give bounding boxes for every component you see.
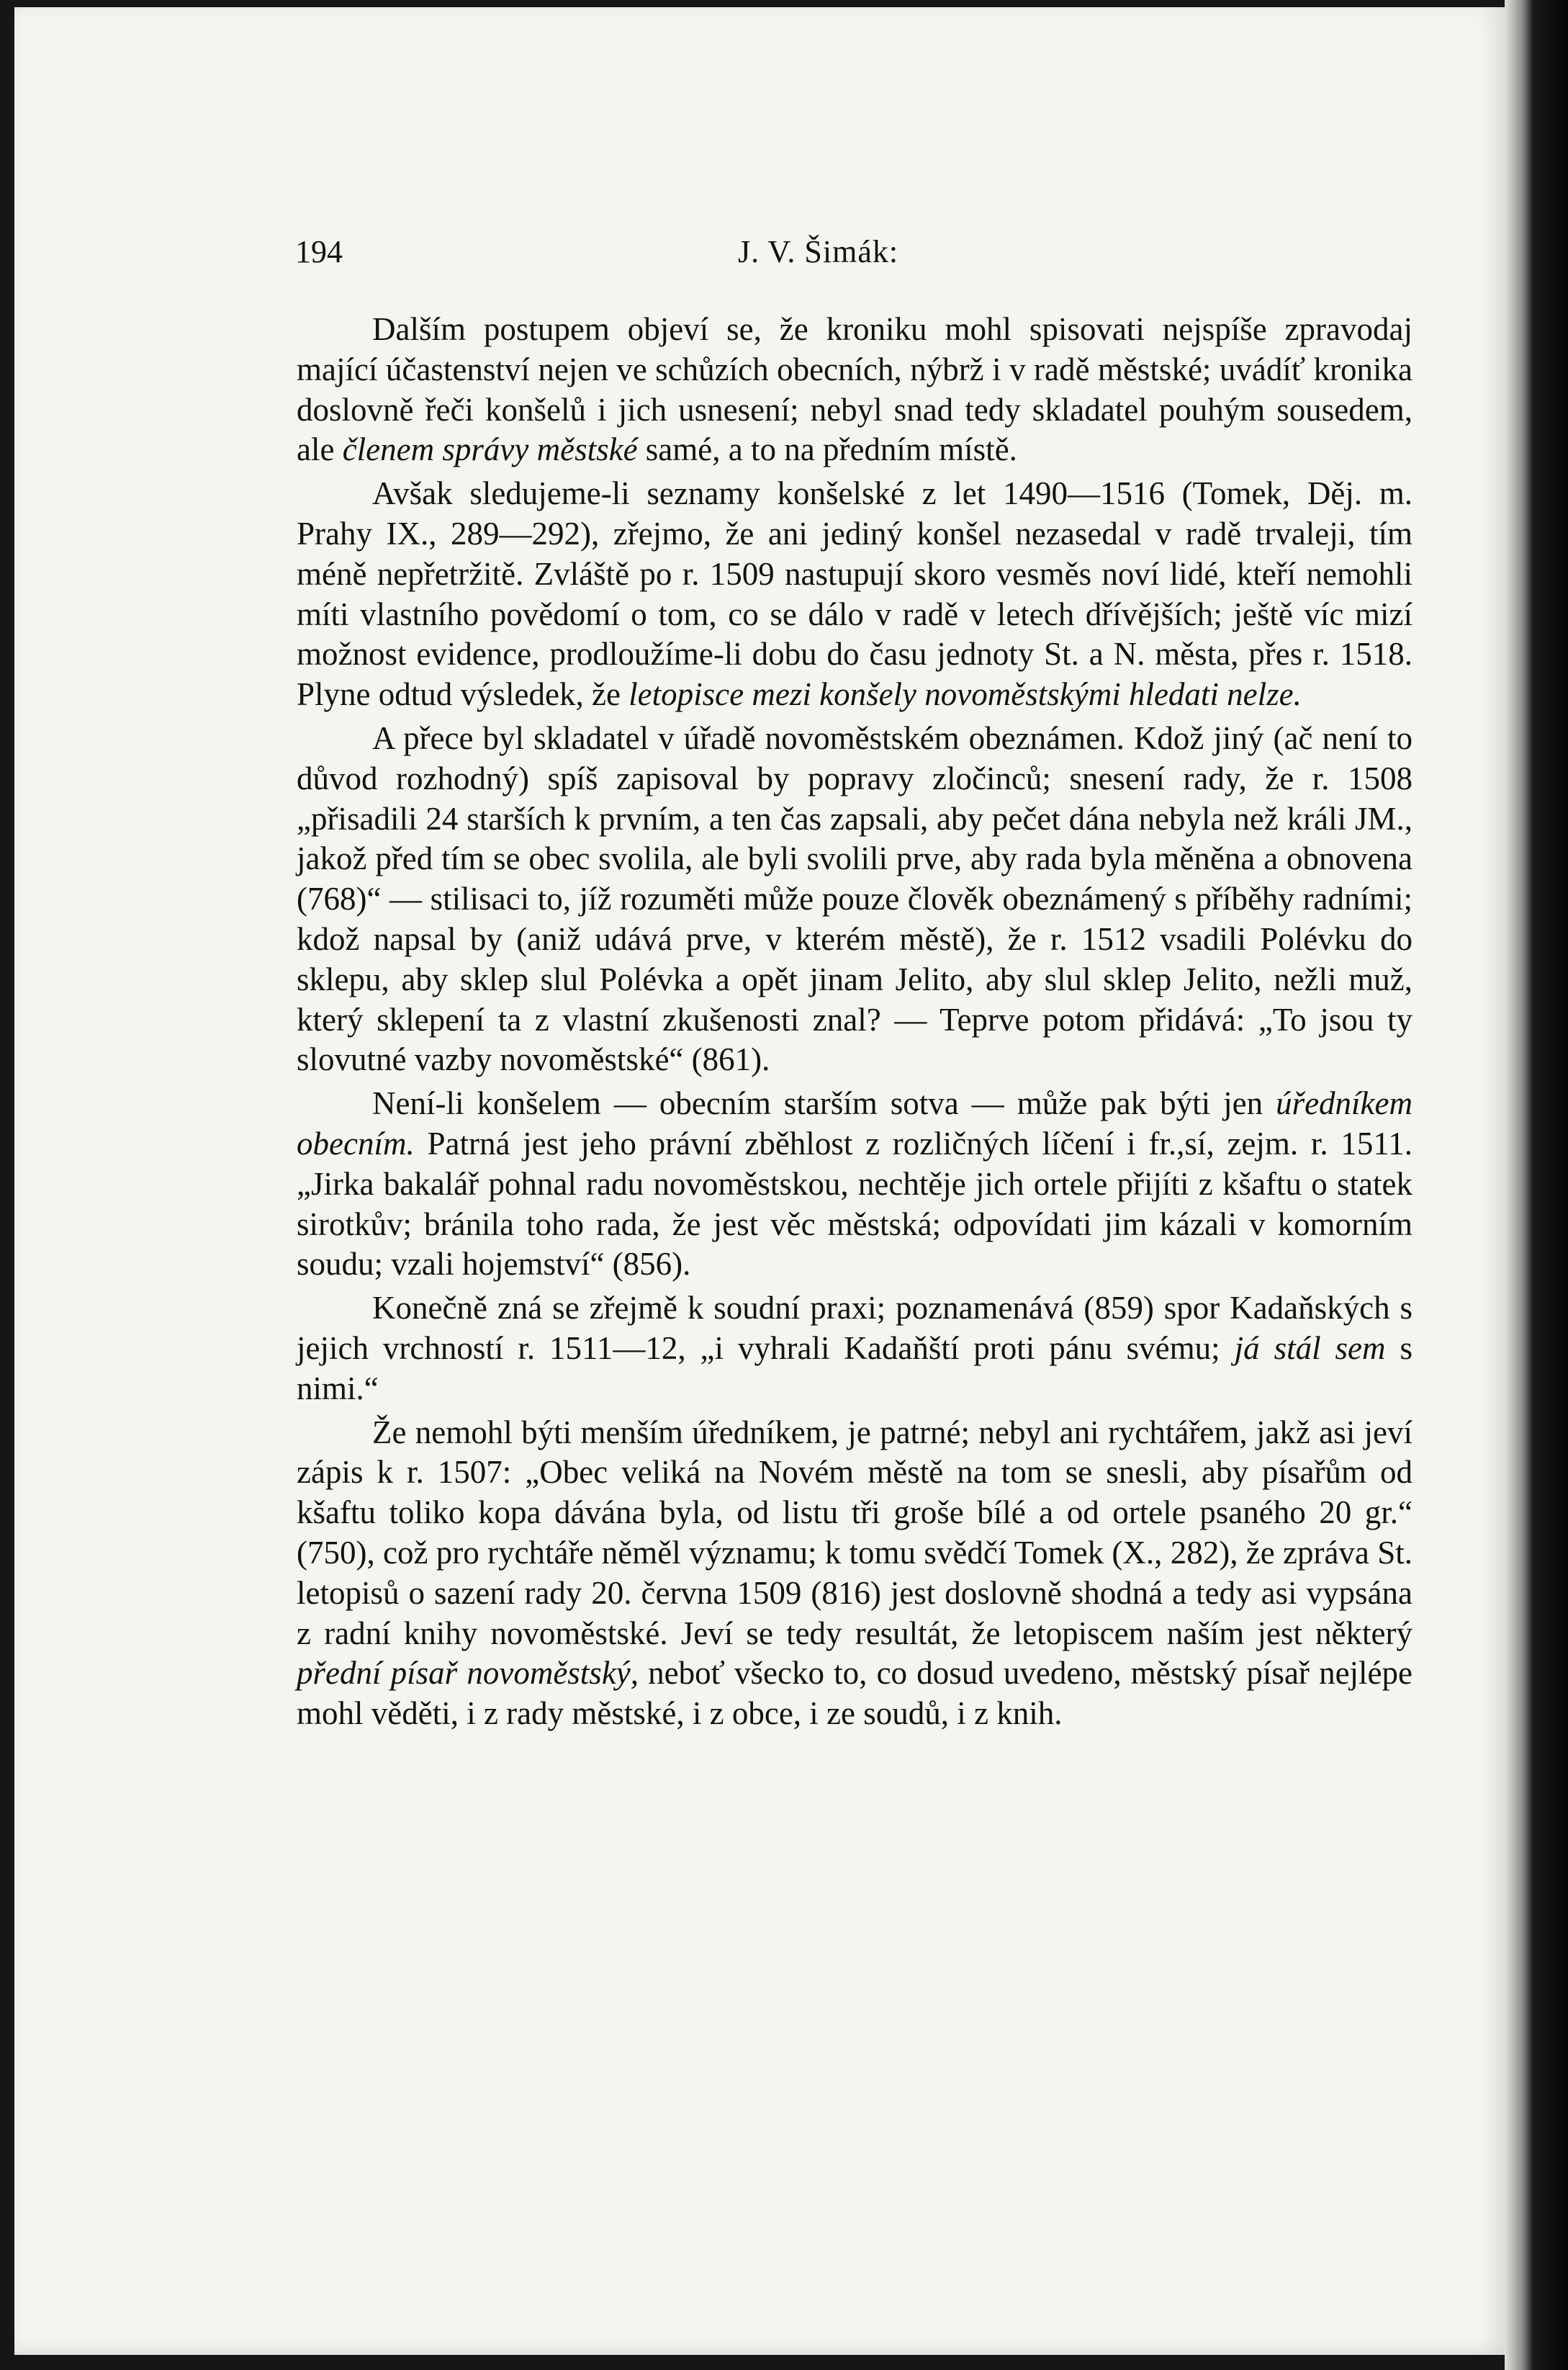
page-header [295,223,1411,281]
paragraph-6-emphasis: přední písař novoměstský, [297,1655,639,1692]
paragraph-1-text-after: samé, a to na předním místě. [637,431,1017,468]
paragraph-5 [297,1288,1412,1409]
paragraph-2-emphasis: letopisce mezi konšely novoměstskými hledati nelze. [628,676,1302,713]
paragraph-4-text-before: Není-li konšelem — obecním starším sotva — může pak býti jen [372,1085,1276,1122]
paragraph-6-text-before: Že nemohl býti menším úředníkem, je patrné; nebyl ani rychtářem, jakž asi jeví zápis k r. 1507: „Obec veliká na Novém městě na tom se snesli, aby písařům od kšaftu toliko kopa dávána byla, od listu tři groše bílé a od ortele psaného 20 gr.“ (750), což pro rychtáře něměl významu; k tomu svědčí Tomek (X., 282), že zpráva St. letopisů o sazení rady 20. června 1509 (816) jest doslovně shodná a tedy asi vypsána z radní knihy novoměstské. Jeví se tedy resultát, že letopiscem naším jest některý [297,1414,1412,1651]
paragraph-4-emphasis: úředníkem obecním. [297,1085,1412,1162]
paragraph-5-text-before: Konečně zná se zřejmě k soudní praxi; poznamenává (859) spor Kadaňských s jejich vrchností r. 1511—12, „i vyhrali Kadaňští proti pánu svému; [297,1290,1412,1366]
paragraph-1-emphasis: členem správy městské [342,431,638,468]
main-text [297,310,1412,1734]
paragraph-6 [297,1413,1412,1734]
paragraph-6-text-after: neboť všecko to, co dosud uvedeno, městský písař nejlépe mohl věděti, i z rady městské, i z obce, i ze soudů, i z knih. [297,1655,1412,1732]
paragraph-1-text-before: Dalším postupem objeví se, že kroniku mohl spisovati nejspíše zpravodaj mající účastenství nejen ve schůzích obecních, nýbrž i v radě městské; uvádíť kronika doslovně řeči konšelů i jich usnesení; nebyl snad tedy skladatel pouhým sousedem, ale [297,311,1412,468]
paragraph-3-text-before: A přece byl skladatel v úřadě novoměstském obeznámen. Kdož jiný (ač není to důvod rozhodný) spíš zapisoval by popravy zločinců; snesení rady, že r. 1508 „přisadili 24 starších k prvním, a ten čas zapsali, aby pečet dána nebyla než králi JM., jakož před tím se obec svolila, ale byli svolili prve, aby rada byla měněna a obnovena (768)“ — stilisaci to, jíž rozuměti může pouze člověk obeznámený s příběhy radními; kdož napsal by (aniž udává prve, v kterém městě), že r. 1512 vsadili Polévku do sklepu, aby sklep slul Polévka a opět jinam Jelito, aby slul sklep Jelito, nežli muž, který sklepení ta z vlastní zkušenosti znal? — Teprve potom přidává: „To jsou ty slovutné vazby novoměstské“ (861). [297,719,1412,1078]
paragraph-2 [297,474,1412,715]
paragraph-3 [297,719,1412,1080]
paragraph-5-emphasis: já stál sem [1234,1329,1386,1366]
paragraph-2-text-before: Avšak sledujeme-li seznamy konšelské z let 1490—1516 (Tomek, Děj. m. Prahy IX., 289—292), zřejmo, že ani jediný konšel nezasedal v radě trvaleji, tím méně nepřetržitě. Zvláště po r. 1509 nastupují skoro vesměs noví lidé, kteří nemohli míti vlastního povědomí o tom, co se dálo v radě v letech dřívějších; ještě víc mizí možnost evidence, prodloužíme-li dobu do času jednoty St. a N. města, přes r. 1518. Plyne odtud výsledek, že [297,475,1412,713]
page-edge-shadow [1505,0,1568,2370]
paragraph-4-text-after: Patrná jest jeho právní zběhlost z rozličných líčení i fr.,sí, zejm. r. 1511. „Jirka bakalář pohnal radu novoměstskou, nechtěje jich ortele přijíti z kšaftu o statek sirotkův; bránila toho rada, že jest věc městská; odpovídati jim kázali v komorním soudu; vzali hojemství“ (856). [297,1125,1412,1283]
paragraph-5-text-after: s nimi.“ [297,1329,1412,1406]
paragraph-1 [297,310,1412,470]
page-number: 194 [295,234,343,269]
scanned-book-page [14,7,1505,2355]
paragraph-4 [297,1084,1412,1285]
running-title: J. V. Šimák: [738,234,899,269]
